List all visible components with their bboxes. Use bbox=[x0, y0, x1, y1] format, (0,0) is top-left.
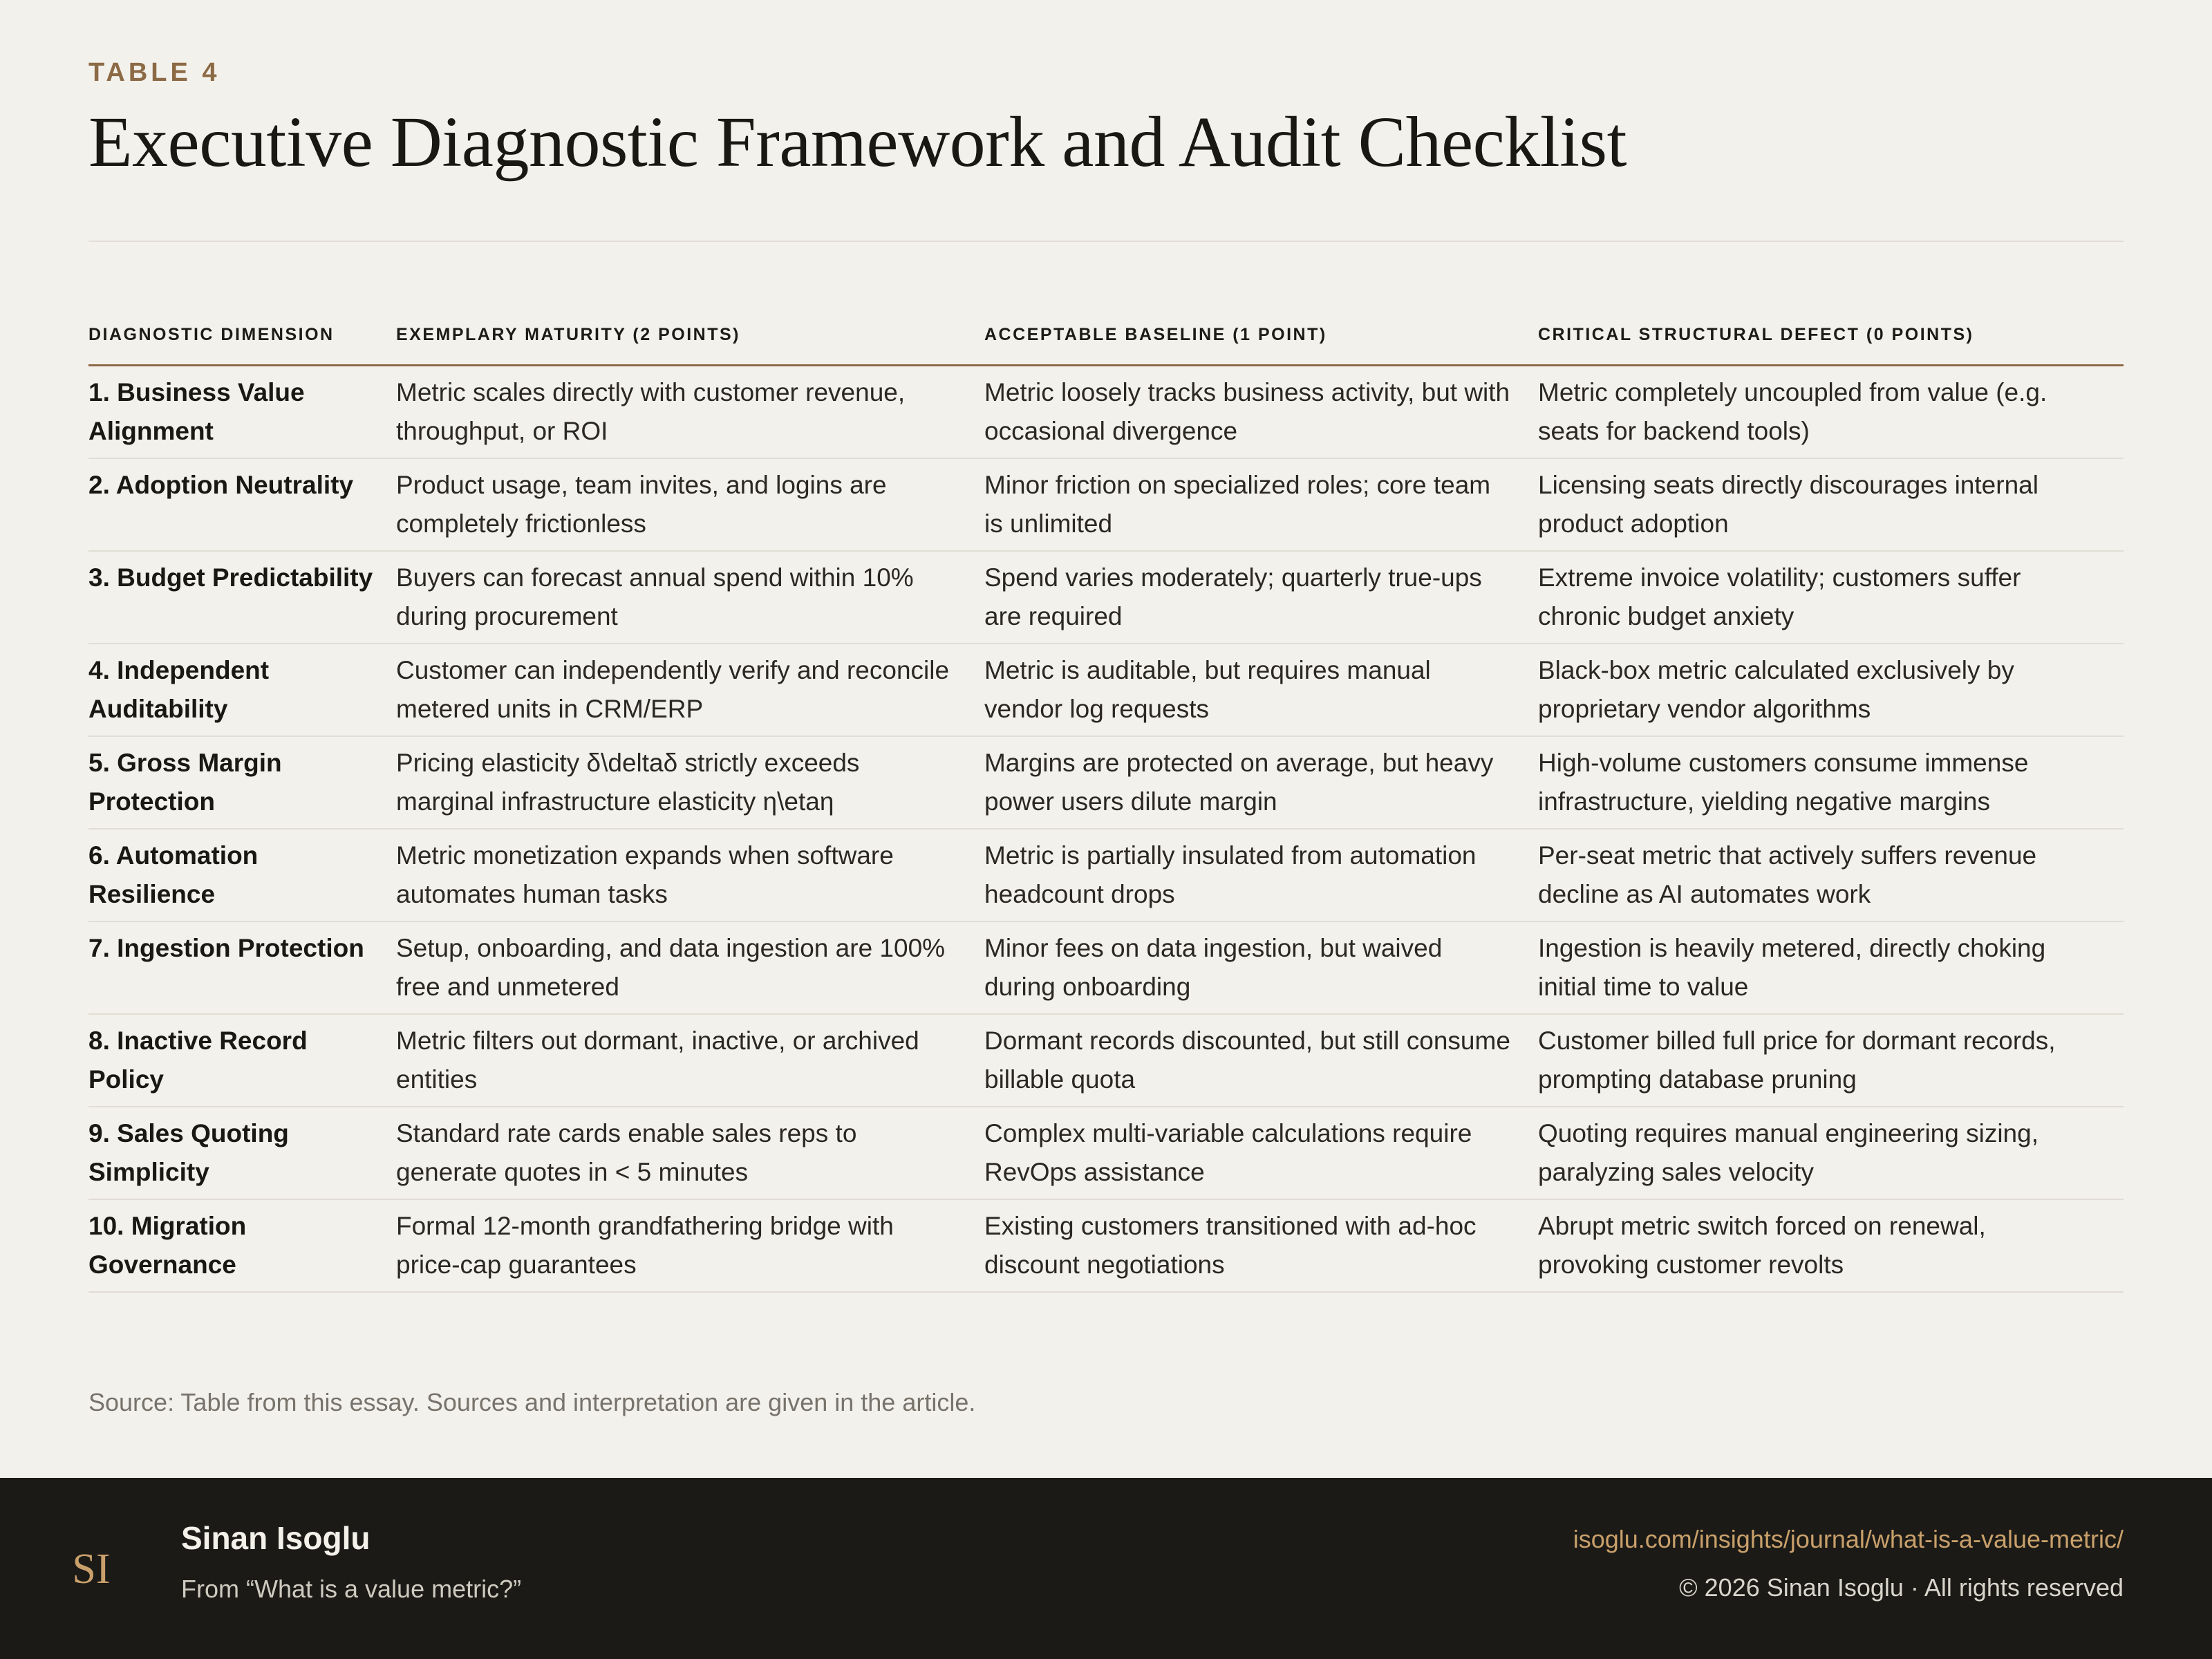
baseline-cell: Minor friction on specialized roles; core team is unlimited bbox=[984, 458, 1538, 551]
dimension-cell: 8. Inactive Record Policy bbox=[88, 1014, 396, 1107]
article-reference: From “What is a value metric?” bbox=[181, 1575, 522, 1603]
dimension-cell: 4. Independent Auditability bbox=[88, 644, 396, 736]
baseline-cell: Metric is partially insulated from automation headcount drops bbox=[984, 829, 1538, 921]
column-header-exemplary: EXEMPLARY MATURITY (2 POINTS) bbox=[396, 325, 984, 366]
dimension-cell: 9. Sales Quoting Simplicity bbox=[88, 1107, 396, 1199]
column-header-defect: CRITICAL STRUCTURAL DEFECT (0 POINTS) bbox=[1538, 325, 2124, 366]
table-row bbox=[88, 1199, 2124, 1292]
baseline-cell: Margins are protected on average, but heavy power users dilute margin bbox=[984, 736, 1538, 829]
dimension-cell: 10. Migration Governance bbox=[88, 1199, 396, 1292]
defect-cell: Licensing seats directly discourages internal product adoption bbox=[1538, 458, 2124, 551]
exemplary-cell: Metric filters out dormant, inactive, or archived entities bbox=[396, 1014, 984, 1107]
defect-cell: Metric completely uncoupled from value (e.g. seats for backend tools) bbox=[1538, 366, 2124, 459]
table-row bbox=[88, 829, 2124, 921]
defect-cell: Ingestion is heavily metered, directly choking initial time to value bbox=[1538, 921, 2124, 1014]
baseline-cell: Dormant records discounted, but still consume billable quota bbox=[984, 1014, 1538, 1107]
exemplary-cell: Setup, onboarding, and data ingestion are 100% free and unmetered bbox=[396, 921, 984, 1014]
article-link[interactable]: isoglu.com/insights/journal/what-is-a-value-metric/ bbox=[1573, 1525, 2124, 1553]
exemplary-cell: Buyers can forecast annual spend within 10% during procurement bbox=[396, 551, 984, 644]
table-row bbox=[88, 458, 2124, 551]
table-row bbox=[88, 1014, 2124, 1107]
copyright-notice: © 2026 Sinan Isoglu · All rights reserved bbox=[1679, 1573, 2124, 1602]
baseline-cell: Metric loosely tracks business activity, but with occasional divergence bbox=[984, 366, 1538, 459]
exemplary-cell: Customer can independently verify and reconcile metered units in CRM/ERP bbox=[396, 644, 984, 736]
baseline-cell: Spend varies moderately; quarterly true-ups are required bbox=[984, 551, 1538, 644]
author-name: Sinan Isoglu bbox=[181, 1520, 371, 1556]
exemplary-cell: Formal 12-month grandfathering bridge with price-cap guarantees bbox=[396, 1199, 984, 1292]
baseline-cell: Existing customers transitioned with ad-hoc discount negotiations bbox=[984, 1199, 1538, 1292]
defect-cell: Per-seat metric that actively suffers revenue decline as AI automates work bbox=[1538, 829, 2124, 921]
defect-cell: Customer billed full price for dormant records, prompting database pruning bbox=[1538, 1014, 2124, 1107]
defect-cell: Extreme invoice volatility; customers suffer chronic budget anxiety bbox=[1538, 551, 2124, 644]
baseline-cell: Metric is auditable, but requires manual vendor log requests bbox=[984, 644, 1538, 736]
table-row bbox=[88, 736, 2124, 829]
dimension-cell: 5. Gross Margin Protection bbox=[88, 736, 396, 829]
exemplary-cell: Product usage, team invites, and logins are completely frictionless bbox=[396, 458, 984, 551]
defect-cell: High-volume customers consume immense infrastructure, yielding negative margins bbox=[1538, 736, 2124, 829]
table-row bbox=[88, 366, 2124, 459]
page-title: Executive Diagnostic Framework and Audit Checklist bbox=[88, 102, 1627, 182]
table-row bbox=[88, 551, 2124, 644]
dimension-cell: 7. Ingestion Protection bbox=[88, 921, 396, 1014]
footer bbox=[0, 1478, 2212, 1659]
dimension-cell: 3. Budget Predictability bbox=[88, 551, 396, 644]
baseline-cell: Complex multi-variable calculations require RevOps assistance bbox=[984, 1107, 1538, 1199]
title-divider bbox=[88, 241, 2124, 242]
table-row bbox=[88, 644, 2124, 736]
dimension-cell: 6. Automation Resilience bbox=[88, 829, 396, 921]
table-row bbox=[88, 921, 2124, 1014]
defect-cell: Abrupt metric switch forced on renewal, provoking customer revolts bbox=[1538, 1199, 2124, 1292]
table-row bbox=[88, 1107, 2124, 1199]
column-header-baseline: ACCEPTABLE BASELINE (1 POINT) bbox=[984, 325, 1538, 366]
table-eyebrow: TABLE 4 bbox=[88, 58, 221, 87]
source-note: Source: Table from this essay. Sources and interpretation are given in the article. bbox=[88, 1388, 976, 1416]
dimension-cell: 1. Business Value Alignment bbox=[88, 366, 396, 459]
diagnostic-table bbox=[88, 325, 2124, 1293]
table-header-row bbox=[88, 325, 2124, 366]
svg-text:SI: SI bbox=[72, 1546, 111, 1593]
exemplary-cell: Pricing elasticity δ\deltaδ strictly exceeds marginal infrastructure elasticity η\etaη bbox=[396, 736, 984, 829]
defect-cell: Quoting requires manual engineering sizing, paralyzing sales velocity bbox=[1538, 1107, 2124, 1199]
baseline-cell: Minor fees on data ingestion, but waived during onboarding bbox=[984, 921, 1538, 1014]
column-header-dimension: DIAGNOSTIC DIMENSION bbox=[88, 325, 396, 366]
defect-cell: Black-box metric calculated exclusively by proprietary vendor algorithms bbox=[1538, 644, 2124, 736]
dimension-cell: 2. Adoption Neutrality bbox=[88, 458, 396, 551]
exemplary-cell: Standard rate cards enable sales reps to generate quotes in < 5 minutes bbox=[396, 1107, 984, 1199]
si-monogram-logo bbox=[64, 1541, 119, 1597]
exemplary-cell: Metric monetization expands when software automates human tasks bbox=[396, 829, 984, 921]
exemplary-cell: Metric scales directly with customer revenue, throughput, or ROI bbox=[396, 366, 984, 459]
